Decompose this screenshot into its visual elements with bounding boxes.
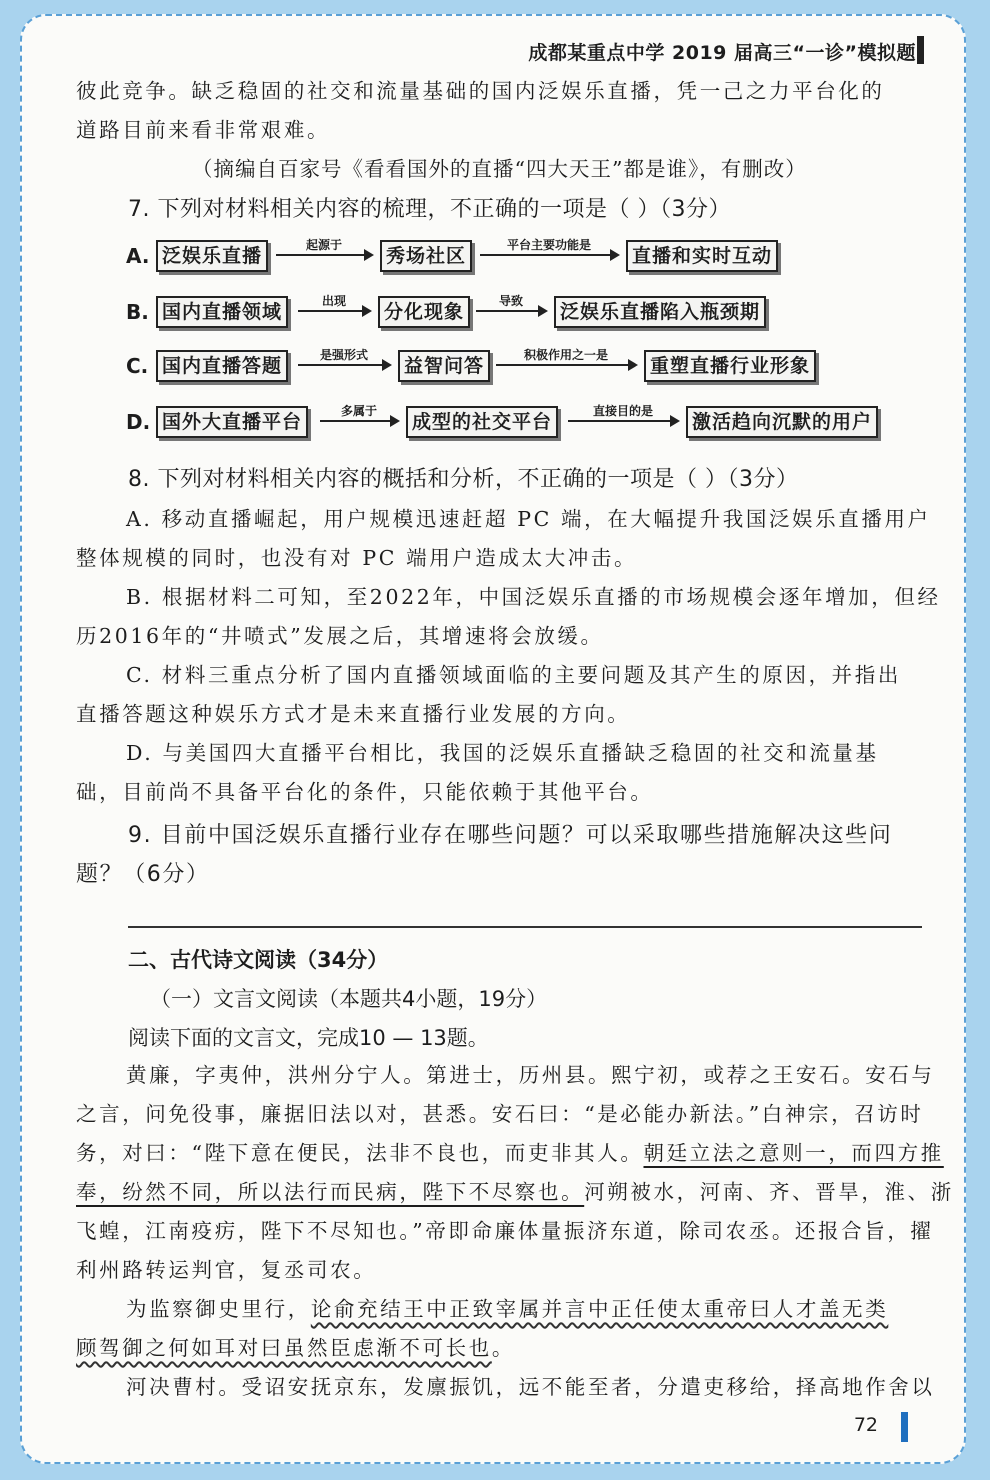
flow-arrow bbox=[276, 238, 372, 256]
classical-passage bbox=[76, 1056, 954, 1407]
text-line: 彼此竞争。缺乏稳固的社交和流量基础的国内泛娱乐直播，凭一己之力平台化的 bbox=[76, 79, 885, 103]
top-paragraph bbox=[76, 72, 938, 150]
header-bar bbox=[917, 36, 924, 64]
wavy-underlined-text: 论俞充结王中正致宰属并言中正任使太重帝曰人才盖无类 bbox=[310, 1297, 889, 1321]
question-9 bbox=[76, 816, 938, 894]
text-line: 之言，问免役事，廉据旧法以对，甚悉。安石曰：“是必能办新法。”白神宗，召访时 bbox=[76, 1102, 924, 1126]
text-line: C. 材料三重点分析了国内直播领域面临的主要问题及其产生的原因，并指出 bbox=[126, 663, 901, 687]
arrow-label: 导致 bbox=[498, 294, 523, 308]
arrow-label: 出现 bbox=[321, 294, 346, 308]
arrow-label: 多属于 bbox=[340, 404, 377, 418]
section-title: 二、古代诗文阅读（34分） bbox=[128, 948, 389, 972]
flow-arrow bbox=[496, 348, 636, 366]
text-line: A. 移动直播崛起，用户规模迅速赶超 PC 端，在大幅提升我国泛娱乐直播用户 bbox=[126, 507, 931, 531]
flow-arrow bbox=[298, 348, 390, 366]
text-line: 历2016年的“井喷式”发展之后，其增速将会放缓。 bbox=[76, 624, 604, 648]
section-subtitle: （一）文言文阅读（本题共4小题，19分） bbox=[150, 987, 548, 1011]
book-page bbox=[20, 14, 966, 1464]
flow-arrow bbox=[568, 404, 678, 422]
q8-options bbox=[76, 500, 941, 812]
flow-arrow bbox=[320, 404, 398, 422]
text-line: 务，对曰：“陛下意在便民，法非不良也，而吏非其人。朝廷立法之意则一，而四方推 bbox=[76, 1141, 944, 1165]
text-line: 直播答题这种娱乐方式才是未来直播行业发展的方向。 bbox=[76, 702, 631, 726]
section-divider bbox=[128, 926, 922, 928]
flow-arrow bbox=[476, 294, 546, 312]
option-letter: B. bbox=[126, 300, 149, 324]
flow-box: 国内直播答题 bbox=[156, 350, 288, 382]
text-line: 利州路转运判官，复丞司农。 bbox=[76, 1258, 377, 1282]
flow-box: 分化现象 bbox=[378, 296, 470, 328]
question-7-stem: 7. 下列对材料相关内容的梳理，不正确的一项是（ ）（3分） bbox=[128, 197, 731, 222]
arrow-label: 直接目的是 bbox=[592, 404, 653, 418]
text-line: 河决曹村。受诏安抚京东，发廪振饥，远不能至者，分遣吏移给，择高地作舍以 bbox=[126, 1375, 935, 1399]
text-line: B. 根据材料二可知，至2022年，中国泛娱乐直播的市场规模会逐年增加，但经 bbox=[126, 585, 941, 609]
text-line: 为监察御史里行，论俞充结王中正致宰属并言中正任使太重帝曰人才盖无类 bbox=[126, 1297, 889, 1321]
text-line: 道路目前来看非常艰难。 bbox=[76, 118, 331, 142]
flow-box: 泛娱乐直播 bbox=[156, 240, 268, 272]
text-line: 题？（6分） bbox=[76, 862, 210, 887]
text-line: 奉，纷然不同，所以法行而民病，陛下不尽察也。河朔被水，河南、齐、晋旱，淮、浙 bbox=[76, 1180, 954, 1204]
text-line: 黄廉，字夷仲，洪州分宁人。第进士，历州县。熙宁初，或荐之王安石。安石与 bbox=[126, 1063, 935, 1087]
flow-box: 直播和实时互动 bbox=[626, 240, 778, 272]
flow-arrow bbox=[298, 294, 370, 312]
option-letter: C. bbox=[126, 354, 149, 378]
text-line: 飞蝗，江南疫疠，陛下不尽知也。”帝即命廉体量振济东道，除司农丞。还报合旨，擢 bbox=[76, 1219, 934, 1243]
text-line: D. 与美国四大直播平台相比，我国的泛娱乐直播缺乏稳固的社交和流量基 bbox=[126, 741, 879, 765]
flow-box: 泛娱乐直播陷入瓶颈期 bbox=[554, 296, 766, 328]
text-line: 顾驾御之何如耳对曰虽然臣虑渐不可长也。 bbox=[76, 1336, 515, 1360]
flow-box: 激活趋向沉默的用户 bbox=[686, 406, 878, 438]
flow-box: 重塑直播行业形象 bbox=[644, 350, 816, 382]
flow-box: 益智问答 bbox=[398, 350, 490, 382]
flow-box: 成型的社交平台 bbox=[406, 406, 558, 438]
text-line: 9. 目前中国泛娱乐直播行业存在哪些问题？可以采取哪些措施解决这些问 bbox=[128, 823, 893, 848]
page-number-bar bbox=[901, 1412, 908, 1442]
page-header: 成都某重点中学 2019 届高三“一诊”模拟题 bbox=[528, 42, 916, 64]
option-letter: D. bbox=[126, 410, 151, 434]
underlined-sentence: 朝廷立法之意则一，而四方推 bbox=[643, 1141, 944, 1165]
text-line: 础，目前尚不具备平台化的条件，只能依赖于其他平台。 bbox=[76, 780, 654, 804]
section-instruction: 阅读下面的文言文，完成10 — 13题。 bbox=[128, 1026, 489, 1050]
wavy-underlined-text: 顾驾御之何如耳对曰虽然臣虑渐不可长也 bbox=[76, 1336, 492, 1360]
arrow-label: 是强形式 bbox=[319, 348, 368, 362]
flow-box: 秀场社区 bbox=[380, 240, 472, 272]
flow-box: 国内直播领域 bbox=[156, 296, 288, 328]
underlined-sentence: 奉，纷然不同，所以法行而民病，陛下不尽察也。 bbox=[76, 1180, 585, 1204]
question-8-stem: 8. 下列对材料相关内容的概括和分析，不正确的一项是（ ）（3分） bbox=[128, 467, 799, 492]
text-line: 整体规模的同时，也没有对 PC 端用户造成太大冲击。 bbox=[76, 546, 638, 570]
arrow-label: 起源于 bbox=[305, 238, 342, 252]
flow-arrow bbox=[480, 238, 618, 256]
option-letter: A. bbox=[126, 244, 150, 268]
arrow-label: 平台主要功能是 bbox=[506, 238, 591, 252]
source-citation: （摘编自百家号《看看国外的直播“四大天王”都是谁》，有删改） bbox=[192, 157, 807, 181]
arrow-label: 积极作用之一是 bbox=[523, 348, 608, 362]
flow-box: 国外大直播平台 bbox=[156, 406, 308, 438]
page-number: 72 bbox=[853, 1414, 878, 1436]
